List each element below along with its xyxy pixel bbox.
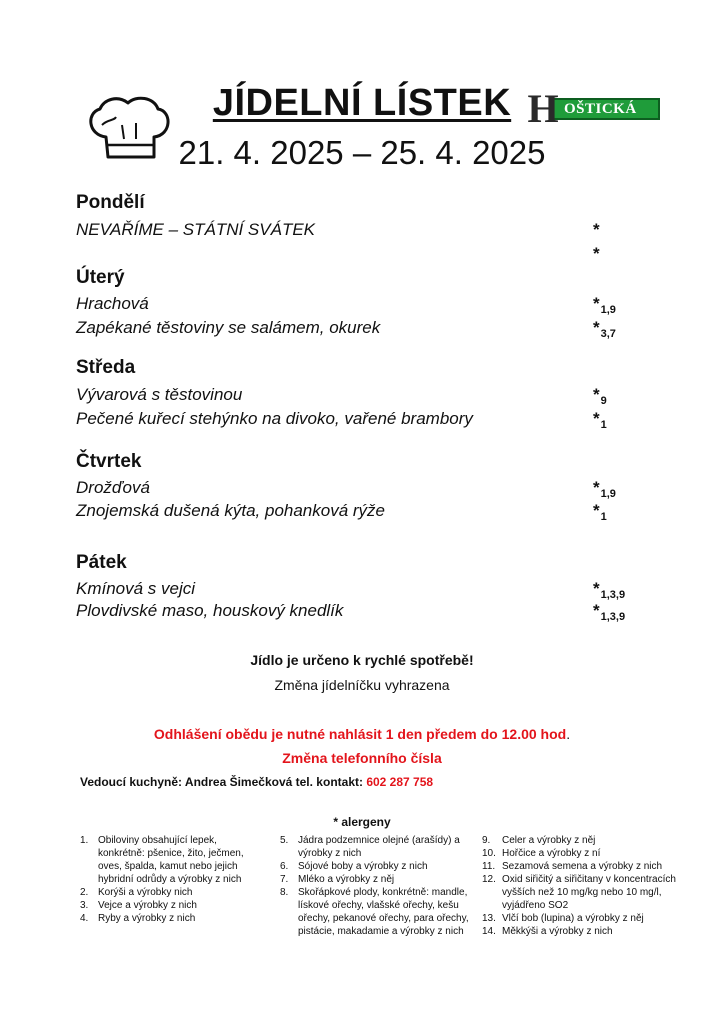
allergen-wednesday-2: $*_1$ xyxy=(593,409,607,431)
list-item: 13. Vlčí bob (lupina) a výrobky z něj xyxy=(482,913,644,924)
allergens-list-1 xyxy=(80,834,265,925)
day-wednesday: Středa xyxy=(76,357,136,378)
contact-phone: 602 287 758 xyxy=(366,775,434,789)
allergen-monday-1: * xyxy=(593,220,600,239)
phone-change-note: Změna telefonního čísla xyxy=(282,750,442,766)
list-item: 11. Sezamová semena a výrobky z nich xyxy=(482,861,663,872)
allergen-thursday-1: $*_{1,9}$ xyxy=(593,478,616,500)
list-item: 3. Vejce a výrobky z nich xyxy=(80,900,197,911)
list-item: 10. Hořčice a výrobky z ní xyxy=(482,848,601,859)
allergen-thursday-2: $*_1$ xyxy=(593,501,607,523)
allergens-list-3 xyxy=(482,834,682,938)
change-note: Změna jídelníčku vyhrazena xyxy=(274,677,450,693)
meal-wednesday-2: Pečené kuřecí stehýnko na divoko, vařené brambory xyxy=(76,409,473,428)
list-item: 14. Měkkýši a výrobky z nich xyxy=(482,926,613,937)
allergen-tuesday-2: $*_{3,7}$ xyxy=(593,318,616,340)
meal-thursday-1: Drožďová xyxy=(76,478,150,497)
list-item: 6. Sójové boby a výrobky z nich xyxy=(280,861,428,872)
date-range: 21. 4. 2025 – 25. 4. 2025 xyxy=(178,134,546,171)
allergen-tuesday-1: $*_{1,9}$ xyxy=(593,294,616,316)
allergens-list-2 xyxy=(280,834,470,938)
list-item: 12. Oxid siřičitý a siřičitany v koncentracích vyšších než 10 mg/kg nebo 10 mg/l, vyjádřeno SO2 xyxy=(482,874,676,911)
day-tuesday: Úterý xyxy=(76,267,125,288)
meal-wednesday-1: Vývarová s těstovinou xyxy=(76,385,243,404)
day-monday: Pondělí xyxy=(76,192,145,213)
meal-friday-2: Plovdivské maso, houskový knedlík xyxy=(76,601,344,620)
allergen-wednesday-1: $*_9$ xyxy=(593,385,607,407)
meal-tuesday-1: Hrachová xyxy=(76,294,149,313)
list-item: 1. Obiloviny obsahující lepek, konkrétně: pšenice, žito, ječmen, oves, špalda, kamut nebo jejich hybridní odrůdy a výrobky z nich xyxy=(80,835,244,885)
list-item: 2. Korýši a výrobky nich xyxy=(80,887,193,898)
list-item: 8. Skořápkové plody, konkrétně: mandle, lískové ořechy, vlašské ořechy, kešu ořechy, pekanové ořechy, para ořechy, pistácie, makadamie a výrobky z nich xyxy=(280,887,469,937)
meal-tuesday-2: Zapékané těstoviny se salámem, okurek xyxy=(76,318,381,337)
cancel-note: Odhlášení obědu je nutné nahlásit 1 den předem do 12.00 hod. xyxy=(153,726,571,742)
kitchen-contact: Vedoucí kuchyně: Andrea Šimečková tel. kontakt: 602 287 758 xyxy=(80,775,434,789)
meal-monday-1: NEVAŘÍME – STÁTNÍ SVÁTEK xyxy=(76,220,316,239)
hosticka-logo: H OŠTICKÁ xyxy=(520,92,660,126)
meal-friday-1: Kmínová s vejci xyxy=(76,579,196,598)
day-friday: Pátek xyxy=(76,552,127,573)
list-item: 7. Mléko a výrobky z něj xyxy=(280,874,395,885)
day-thursday: Čtvrtek xyxy=(76,451,142,472)
page-title: JÍDELNÍ LÍSTEK xyxy=(212,82,512,124)
allergen-friday-1: $*_{1,3,9}$ xyxy=(593,579,626,601)
consume-note: Jídlo je určeno k rychlé spotřebě! xyxy=(250,652,474,668)
list-item: 9. Celer a výrobky z něj xyxy=(482,835,596,846)
allergen-monday-2: * xyxy=(593,244,600,263)
meal-thursday-2: Znojemská dušená kýta, pohanková rýže xyxy=(76,501,386,520)
list-item: 4. Ryby a výrobky z nich xyxy=(80,913,196,924)
list-item: 5. Jádra podzemnice olejné (arašídy) a výrobky z nich xyxy=(280,835,460,859)
allergen-friday-2: $*_{1,3,9}$ xyxy=(593,601,626,623)
allergens-title: * alergeny xyxy=(333,815,391,829)
